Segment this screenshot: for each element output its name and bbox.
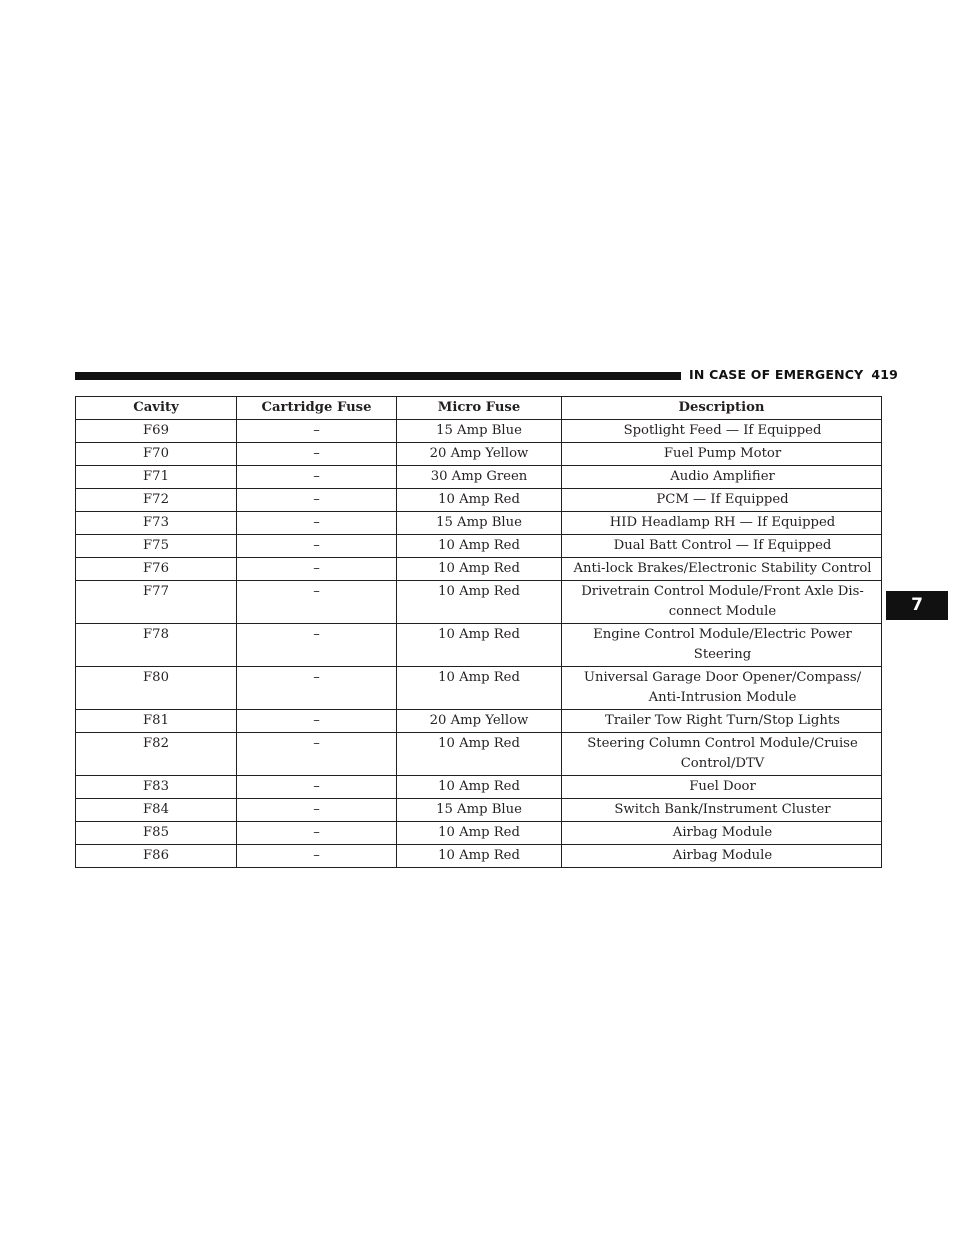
table-row bbox=[76, 581, 882, 624]
cartridge-fuse-cell: – bbox=[237, 443, 397, 466]
micro-fuse-cell: 20 Amp Yellow bbox=[397, 710, 562, 733]
cartridge-fuse-cell: – bbox=[237, 420, 397, 443]
cavity-cell: F71 bbox=[76, 466, 237, 489]
cavity-cell: F86 bbox=[76, 845, 237, 868]
micro-fuse-cell: 10 Amp Red bbox=[397, 667, 562, 710]
micro-fuse-cell: 10 Amp Red bbox=[397, 733, 562, 776]
cartridge-fuse-cell: – bbox=[237, 733, 397, 776]
column-header-cavity: Cavity bbox=[76, 397, 237, 420]
description-cell: Airbag Module bbox=[562, 822, 882, 845]
table-row bbox=[76, 799, 882, 822]
cartridge-fuse-cell: – bbox=[237, 822, 397, 845]
table-row bbox=[76, 466, 882, 489]
table-row bbox=[76, 489, 882, 512]
table-row bbox=[76, 420, 882, 443]
cavity-cell: F76 bbox=[76, 558, 237, 581]
cavity-cell: F78 bbox=[76, 624, 237, 667]
description-cell: Airbag Module bbox=[562, 845, 882, 868]
table-row bbox=[76, 624, 882, 667]
cartridge-fuse-cell: – bbox=[237, 710, 397, 733]
micro-fuse-cell: 10 Amp Red bbox=[397, 535, 562, 558]
description-cell: PCM — If Equipped bbox=[562, 489, 882, 512]
micro-fuse-cell: 10 Amp Red bbox=[397, 822, 562, 845]
chapter-tab: 7 bbox=[886, 591, 948, 620]
description-cell: Anti-lock Brakes/Electronic Stability Control bbox=[562, 558, 882, 581]
table-row bbox=[76, 733, 882, 776]
cartridge-fuse-cell: – bbox=[237, 667, 397, 710]
cartridge-fuse-cell: – bbox=[237, 535, 397, 558]
description-cell: Engine Control Module/Electric Power Steering bbox=[562, 624, 882, 667]
running-header bbox=[689, 367, 898, 382]
table-row bbox=[76, 822, 882, 845]
micro-fuse-cell: 10 Amp Red bbox=[397, 558, 562, 581]
description-cell: Switch Bank/Instrument Cluster bbox=[562, 799, 882, 822]
page-number: 419 bbox=[871, 367, 899, 382]
cartridge-fuse-cell: – bbox=[237, 489, 397, 512]
cavity-cell: F84 bbox=[76, 799, 237, 822]
column-header-cartridge-fuse: Cartridge Fuse bbox=[237, 397, 397, 420]
cavity-cell: F69 bbox=[76, 420, 237, 443]
description-cell: Drivetrain Control Module/Front Axle Dis- connect Module bbox=[562, 581, 882, 624]
micro-fuse-cell: 15 Amp Blue bbox=[397, 512, 562, 535]
cavity-cell: F72 bbox=[76, 489, 237, 512]
description-cell: Trailer Tow Right Turn/Stop Lights bbox=[562, 710, 882, 733]
cavity-cell: F81 bbox=[76, 710, 237, 733]
cartridge-fuse-cell: – bbox=[237, 466, 397, 489]
cavity-cell: F80 bbox=[76, 667, 237, 710]
fuse-table bbox=[75, 396, 882, 868]
cartridge-fuse-cell: – bbox=[237, 624, 397, 667]
description-cell: Dual Batt Control — If Equipped bbox=[562, 535, 882, 558]
cavity-cell: F70 bbox=[76, 443, 237, 466]
cartridge-fuse-cell: – bbox=[237, 512, 397, 535]
micro-fuse-cell: 10 Amp Red bbox=[397, 581, 562, 624]
column-header-description: Description bbox=[562, 397, 882, 420]
table-row bbox=[76, 558, 882, 581]
description-cell: Audio Amplifier bbox=[562, 466, 882, 489]
cartridge-fuse-cell: – bbox=[237, 799, 397, 822]
description-cell: Spotlight Feed — If Equipped bbox=[562, 420, 882, 443]
table-header-row bbox=[76, 397, 882, 420]
description-cell: Fuel Pump Motor bbox=[562, 443, 882, 466]
micro-fuse-cell: 10 Amp Red bbox=[397, 776, 562, 799]
micro-fuse-cell: 30 Amp Green bbox=[397, 466, 562, 489]
cartridge-fuse-cell: – bbox=[237, 776, 397, 799]
section-title: IN CASE OF EMERGENCY bbox=[689, 367, 864, 382]
cavity-cell: F75 bbox=[76, 535, 237, 558]
cartridge-fuse-cell: – bbox=[237, 581, 397, 624]
micro-fuse-cell: 15 Amp Blue bbox=[397, 799, 562, 822]
table-row bbox=[76, 443, 882, 466]
fuse-table-body bbox=[76, 420, 882, 868]
table-row bbox=[76, 710, 882, 733]
description-cell: Universal Garage Door Opener/Compass/ Anti-Intrusion Module bbox=[562, 667, 882, 710]
micro-fuse-cell: 20 Amp Yellow bbox=[397, 443, 562, 466]
header-rule bbox=[75, 372, 681, 380]
cavity-cell: F82 bbox=[76, 733, 237, 776]
table-row bbox=[76, 776, 882, 799]
description-cell: HID Headlamp RH — If Equipped bbox=[562, 512, 882, 535]
column-header-micro-fuse: Micro Fuse bbox=[397, 397, 562, 420]
cavity-cell: F85 bbox=[76, 822, 237, 845]
micro-fuse-cell: 10 Amp Red bbox=[397, 624, 562, 667]
table-row bbox=[76, 667, 882, 710]
description-cell: Steering Column Control Module/Cruise Control/DTV bbox=[562, 733, 882, 776]
micro-fuse-cell: 10 Amp Red bbox=[397, 845, 562, 868]
table-row bbox=[76, 845, 882, 868]
micro-fuse-cell: 10 Amp Red bbox=[397, 489, 562, 512]
table-row bbox=[76, 535, 882, 558]
cavity-cell: F73 bbox=[76, 512, 237, 535]
cavity-cell: F77 bbox=[76, 581, 237, 624]
description-cell: Fuel Door bbox=[562, 776, 882, 799]
cartridge-fuse-cell: – bbox=[237, 558, 397, 581]
table-row bbox=[76, 512, 882, 535]
cavity-cell: F83 bbox=[76, 776, 237, 799]
micro-fuse-cell: 15 Amp Blue bbox=[397, 420, 562, 443]
cartridge-fuse-cell: – bbox=[237, 845, 397, 868]
